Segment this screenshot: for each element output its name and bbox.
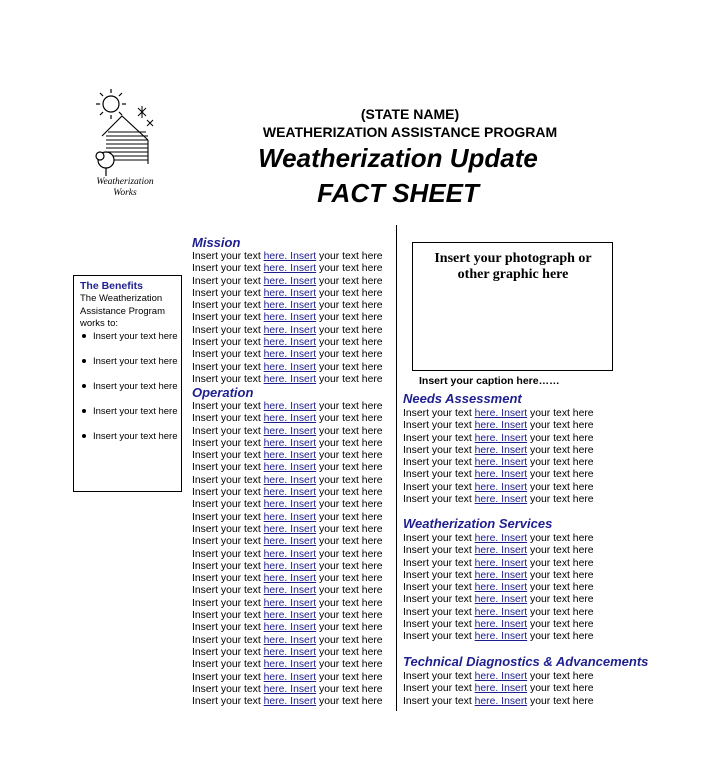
text-line-pre: Insert your text xyxy=(192,523,264,535)
page-subtitle: FACT SHEET xyxy=(317,178,479,208)
text-line-post: your text here xyxy=(527,594,594,606)
text-line-post: your text here xyxy=(316,450,383,462)
text-line xyxy=(403,696,594,708)
text-line-post: your text here xyxy=(316,462,383,474)
text-line-post: your text here xyxy=(316,560,383,572)
text-line xyxy=(403,570,594,582)
text-line-post: your text here xyxy=(316,659,383,671)
text-line-post: your text here xyxy=(527,582,594,594)
text-line-post: your text here xyxy=(316,511,383,523)
operation-body xyxy=(192,401,383,708)
text-line-post: your text here xyxy=(316,696,383,708)
text-line-pre: Insert your text xyxy=(192,324,264,336)
text-line xyxy=(192,512,383,524)
text-line-pre: Insert your text xyxy=(192,560,264,572)
text-line-link[interactable]: here. Insert xyxy=(474,457,528,469)
text-line-link[interactable]: here. Insert xyxy=(263,263,317,275)
text-line-pre: Insert your text xyxy=(192,511,264,523)
text-line-link[interactable]: here. Insert xyxy=(263,425,317,437)
text-line-pre: Insert your text xyxy=(192,634,264,646)
text-line xyxy=(192,475,383,487)
text-line xyxy=(403,408,594,420)
bullet-icon xyxy=(82,434,86,438)
text-line-pre: Insert your text xyxy=(192,696,264,708)
text-line-link[interactable]: here. Insert xyxy=(474,557,528,569)
text-line-pre: Insert your text xyxy=(403,481,475,493)
text-line-pre: Insert your text xyxy=(403,533,475,544)
text-line-post: your text here xyxy=(316,373,383,385)
text-line-post: your text here xyxy=(316,610,383,622)
text-line-link[interactable]: here. Insert xyxy=(263,622,317,634)
text-line-pre: Insert your text xyxy=(403,469,475,481)
text-line-link[interactable]: here. Insert xyxy=(474,606,528,618)
text-line xyxy=(403,631,594,643)
text-line xyxy=(403,594,594,606)
text-line-post: your text here xyxy=(316,585,383,597)
text-line-pre: Insert your text xyxy=(192,610,264,622)
text-line-link[interactable]: here. Insert xyxy=(263,474,317,486)
text-line-pre: Insert your text xyxy=(403,432,475,444)
text-line-post: your text here xyxy=(316,263,383,275)
column-divider xyxy=(396,225,397,711)
text-line-post: your text here xyxy=(316,425,383,437)
text-line xyxy=(192,251,383,263)
text-line-link[interactable]: here. Insert xyxy=(263,523,317,535)
text-line-post: your text here xyxy=(316,251,383,262)
text-line-pre: Insert your text xyxy=(403,606,475,618)
text-line-post: your text here xyxy=(316,646,383,658)
text-line-post: your text here xyxy=(316,523,383,535)
text-line-pre: Insert your text xyxy=(192,659,264,671)
text-line-pre: Insert your text xyxy=(403,671,475,682)
text-line-post: your text here xyxy=(316,474,383,486)
text-line-post: your text here xyxy=(316,634,383,646)
text-line-link[interactable]: here. Insert xyxy=(263,499,317,511)
text-line-link[interactable]: here. Insert xyxy=(474,420,528,432)
text-line-post: your text here xyxy=(527,533,594,544)
text-line-pre: Insert your text xyxy=(403,557,475,569)
text-line-link[interactable]: here. Insert xyxy=(474,582,528,594)
operation-heading: Operation xyxy=(192,385,254,400)
mission-body xyxy=(192,251,383,386)
text-line-link[interactable]: here. Insert xyxy=(263,487,317,499)
text-line-pre: Insert your text xyxy=(192,401,264,412)
text-line-pre: Insert your text xyxy=(403,444,475,456)
text-line-post: your text here xyxy=(527,481,594,493)
text-line-pre: Insert your text xyxy=(192,437,264,449)
text-line xyxy=(192,312,383,324)
text-line-post: your text here xyxy=(527,457,594,469)
text-line-link[interactable]: here. Insert xyxy=(474,671,528,682)
text-line xyxy=(192,349,383,361)
text-line-post: your text here xyxy=(527,683,594,695)
text-line-post: your text here xyxy=(527,631,594,643)
text-line xyxy=(192,524,383,536)
text-line-link[interactable]: here. Insert xyxy=(474,631,528,643)
state-name: (STATE NAME) xyxy=(360,106,460,122)
text-line-post: your text here xyxy=(316,437,383,449)
text-line xyxy=(403,558,594,570)
text-line-pre: Insert your text xyxy=(192,312,264,324)
text-line-pre: Insert your text xyxy=(192,683,264,695)
text-line-link[interactable]: here. Insert xyxy=(474,594,528,606)
text-line-post: your text here xyxy=(527,408,594,419)
benefits-intro: The Weatherization Assistance Program works to: xyxy=(80,293,166,329)
snowflake-icon xyxy=(138,106,153,126)
text-line xyxy=(192,325,383,337)
bullet-icon xyxy=(82,409,86,413)
text-line-post: your text here xyxy=(316,413,383,425)
text-line xyxy=(192,300,383,312)
text-line-post: your text here xyxy=(316,300,383,312)
text-line-link[interactable]: here. Insert xyxy=(263,671,317,683)
benefits-box xyxy=(73,275,182,492)
text-line-pre: Insert your text xyxy=(403,408,475,419)
text-line xyxy=(403,469,594,481)
text-line xyxy=(192,573,383,585)
text-line xyxy=(403,607,594,619)
text-line-link[interactable]: here. Insert xyxy=(474,494,528,506)
text-line xyxy=(192,263,383,275)
text-line xyxy=(403,420,594,432)
photo-placeholder-text: Insert your photograph or other graphic here xyxy=(434,251,592,282)
text-line-post: your text here xyxy=(527,671,594,682)
text-line xyxy=(192,659,383,671)
text-line-link[interactable]: here. Insert xyxy=(263,312,317,324)
text-line-link[interactable]: here. Insert xyxy=(263,536,317,548)
text-line-pre: Insert your text xyxy=(403,569,475,581)
text-line-pre: Insert your text xyxy=(192,671,264,683)
text-line-post: your text here xyxy=(316,324,383,336)
bullet-icon xyxy=(82,334,86,338)
text-line-pre: Insert your text xyxy=(192,536,264,548)
text-line-link[interactable]: here. Insert xyxy=(263,696,317,708)
text-line-link[interactable]: here. Insert xyxy=(263,450,317,462)
text-line-post: your text here xyxy=(527,469,594,481)
text-line xyxy=(403,494,594,506)
text-line-pre: Insert your text xyxy=(192,548,264,560)
text-line-post: your text here xyxy=(316,597,383,609)
text-line-link[interactable]: here. Insert xyxy=(263,275,317,287)
text-line xyxy=(192,684,383,696)
weatherization-works-logo xyxy=(86,86,158,178)
program-name: WEATHERIZATION ASSISTANCE PROGRAM xyxy=(262,124,558,140)
benefit-item: Insert your text here xyxy=(80,356,177,367)
text-line-link[interactable]: here. Insert xyxy=(263,462,317,474)
text-line xyxy=(192,426,383,438)
text-line-pre: Insert your text xyxy=(403,683,475,695)
text-line-link[interactable]: here. Insert xyxy=(263,511,317,523)
text-line-post: your text here xyxy=(316,499,383,511)
text-line-link[interactable]: here. Insert xyxy=(263,373,317,385)
text-line-link[interactable]: here. Insert xyxy=(474,695,528,707)
bullet-icon xyxy=(82,384,86,388)
text-line-pre: Insert your text xyxy=(192,349,264,361)
text-line-pre: Insert your text xyxy=(192,450,264,462)
text-line xyxy=(192,672,383,684)
sun-icon xyxy=(96,89,126,119)
text-line-post: your text here xyxy=(527,420,594,432)
text-line xyxy=(403,445,594,457)
text-line xyxy=(403,671,594,683)
text-line-pre: Insert your text xyxy=(192,425,264,437)
text-line-post: your text here xyxy=(316,349,383,361)
text-line-link[interactable]: here. Insert xyxy=(263,560,317,572)
text-line-post: your text here xyxy=(316,401,383,412)
text-line-link[interactable]: here. Insert xyxy=(474,683,528,695)
text-line-pre: Insert your text xyxy=(403,631,475,643)
text-line-link[interactable]: here. Insert xyxy=(263,337,317,349)
text-line-link[interactable]: here. Insert xyxy=(474,619,528,631)
text-line xyxy=(192,696,383,708)
text-line-pre: Insert your text xyxy=(403,582,475,594)
text-line-link[interactable]: here. Insert xyxy=(263,413,317,425)
text-line-pre: Insert your text xyxy=(403,545,475,557)
photo-placeholder[interactable] xyxy=(412,242,613,371)
text-line-link[interactable]: here. Insert xyxy=(263,659,317,671)
text-line-pre: Insert your text xyxy=(192,275,264,287)
text-line-pre: Insert your text xyxy=(192,287,264,299)
text-line-post: your text here xyxy=(316,622,383,634)
logo-caption: Weatherization Works xyxy=(96,177,154,198)
text-line xyxy=(403,619,594,631)
benefit-item: Insert your text here xyxy=(80,406,177,417)
page-title: Weatherization Update xyxy=(258,143,538,173)
benefit-item: Insert your text here xyxy=(80,381,177,392)
needs-assessment-heading: Needs Assessment xyxy=(403,391,522,406)
weatherization-services-heading: Weatherization Services xyxy=(403,516,553,531)
text-line xyxy=(403,457,594,469)
text-line-link[interactable]: here. Insert xyxy=(263,251,317,262)
text-line-pre: Insert your text xyxy=(192,373,264,385)
text-line-link[interactable]: here. Insert xyxy=(263,683,317,695)
text-line-link[interactable]: here. Insert xyxy=(263,437,317,449)
text-line-link[interactable]: here. Insert xyxy=(474,533,528,544)
text-line xyxy=(403,683,594,695)
text-line-pre: Insert your text xyxy=(403,619,475,631)
text-line-link[interactable]: here. Insert xyxy=(263,597,317,609)
text-line xyxy=(192,362,383,374)
text-line-post: your text here xyxy=(527,695,594,707)
text-line-pre: Insert your text xyxy=(192,499,264,511)
text-line xyxy=(192,622,383,634)
text-line-post: your text here xyxy=(316,573,383,585)
technical-diagnostics-heading: Technical Diagnostics & Advancements xyxy=(403,654,649,669)
text-line-link[interactable]: here. Insert xyxy=(474,444,528,456)
text-line xyxy=(192,610,383,622)
text-line-link[interactable]: here. Insert xyxy=(263,287,317,299)
text-line-pre: Insert your text xyxy=(192,474,264,486)
text-line-post: your text here xyxy=(316,361,383,373)
weatherization-services-body xyxy=(403,533,594,644)
text-line xyxy=(192,647,383,659)
text-line-pre: Insert your text xyxy=(403,457,475,469)
text-line-post: your text here xyxy=(527,569,594,581)
text-line-post: your text here xyxy=(316,487,383,499)
text-line-post: your text here xyxy=(527,545,594,557)
tree-icon xyxy=(96,152,114,176)
text-line-pre: Insert your text xyxy=(192,597,264,609)
text-line-link[interactable]: here. Insert xyxy=(474,408,528,419)
technical-diagnostics-body xyxy=(403,671,594,708)
text-line xyxy=(192,401,383,413)
text-line-post: your text here xyxy=(316,287,383,299)
text-line-link[interactable]: here. Insert xyxy=(474,569,528,581)
text-line-link[interactable]: here. Insert xyxy=(263,646,317,658)
text-line-pre: Insert your text xyxy=(192,622,264,634)
benefit-item: Insert your text here xyxy=(80,331,177,342)
text-line-post: your text here xyxy=(316,671,383,683)
benefits-title: The Benefits xyxy=(80,280,144,292)
text-line xyxy=(403,433,594,445)
text-line xyxy=(192,598,383,610)
text-line-link[interactable]: here. Insert xyxy=(263,300,317,312)
text-line-post: your text here xyxy=(527,494,594,506)
text-line-link[interactable]: here. Insert xyxy=(263,610,317,622)
text-line xyxy=(192,499,383,511)
text-line-link[interactable]: here. Insert xyxy=(263,634,317,646)
text-line xyxy=(192,561,383,573)
text-line-pre: Insert your text xyxy=(192,646,264,658)
text-line-link[interactable]: here. Insert xyxy=(474,469,528,481)
text-line xyxy=(192,413,383,425)
text-line xyxy=(192,536,383,548)
needs-assessment-body xyxy=(403,408,594,506)
text-line-post: your text here xyxy=(527,557,594,569)
mission-heading: Mission xyxy=(192,235,241,250)
text-line xyxy=(192,337,383,349)
text-line xyxy=(192,438,383,450)
text-line-link[interactable]: here. Insert xyxy=(474,545,528,557)
text-line xyxy=(192,462,383,474)
text-line-link[interactable]: here. Insert xyxy=(263,401,317,412)
text-line xyxy=(403,545,594,557)
text-line-link[interactable]: here. Insert xyxy=(263,585,317,597)
text-line-post: your text here xyxy=(527,619,594,631)
text-line-pre: Insert your text xyxy=(192,585,264,597)
text-line xyxy=(192,635,383,647)
text-line-post: your text here xyxy=(316,312,383,324)
text-line-post: your text here xyxy=(316,548,383,560)
text-line xyxy=(403,482,594,494)
text-line-post: your text here xyxy=(316,683,383,695)
text-line-pre: Insert your text xyxy=(192,413,264,425)
photo-caption: Insert your caption here…… xyxy=(419,375,560,387)
text-line-post: your text here xyxy=(316,275,383,287)
text-line-link[interactable]: here. Insert xyxy=(263,324,317,336)
text-line xyxy=(192,288,383,300)
text-line-post: your text here xyxy=(527,606,594,618)
text-line xyxy=(192,276,383,288)
text-line-link[interactable]: here. Insert xyxy=(263,349,317,361)
text-line-post: your text here xyxy=(316,337,383,349)
text-line-pre: Insert your text xyxy=(192,337,264,349)
text-line-post: your text here xyxy=(527,432,594,444)
text-line-pre: Insert your text xyxy=(192,573,264,585)
text-line-pre: Insert your text xyxy=(192,487,264,499)
text-line-pre: Insert your text xyxy=(192,251,264,262)
text-line-pre: Insert your text xyxy=(403,420,475,432)
text-line-link[interactable]: here. Insert xyxy=(474,432,528,444)
text-line-post: your text here xyxy=(527,444,594,456)
text-line-pre: Insert your text xyxy=(403,594,475,606)
text-line-pre: Insert your text xyxy=(403,494,475,506)
text-line-pre: Insert your text xyxy=(192,361,264,373)
text-line-link[interactable]: here. Insert xyxy=(263,573,317,585)
text-line-pre: Insert your text xyxy=(192,300,264,312)
text-line xyxy=(192,585,383,597)
text-line-link[interactable]: here. Insert xyxy=(474,481,528,493)
text-line-link[interactable]: here. Insert xyxy=(263,548,317,560)
benefit-item: Insert your text here xyxy=(80,431,177,442)
text-line-pre: Insert your text xyxy=(403,695,475,707)
text-line xyxy=(192,450,383,462)
text-line xyxy=(403,533,594,545)
text-line xyxy=(192,549,383,561)
text-line-post: your text here xyxy=(316,536,383,548)
text-line xyxy=(192,487,383,499)
bullet-icon xyxy=(82,359,86,363)
text-line-pre: Insert your text xyxy=(192,263,264,275)
text-line xyxy=(403,582,594,594)
text-line-link[interactable]: here. Insert xyxy=(263,361,317,373)
text-line-pre: Insert your text xyxy=(192,462,264,474)
